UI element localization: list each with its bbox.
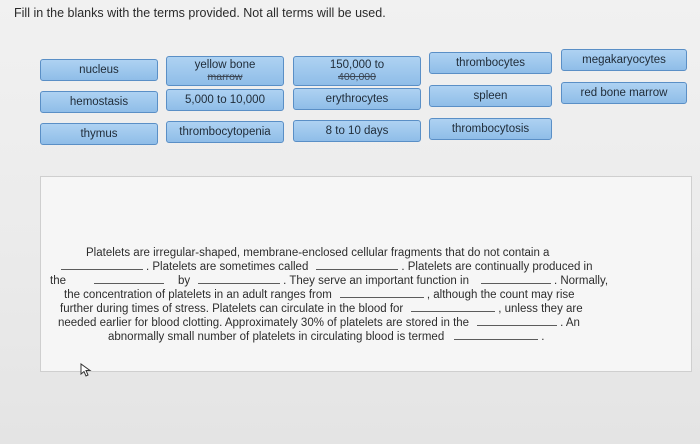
passage-text: abnormally small number of platelets in circulating blood is termed	[108, 331, 445, 343]
passage-text: the	[50, 275, 66, 287]
term-150000-to-400000[interactable]	[293, 56, 421, 86]
term-label: 150,000 to	[329, 59, 385, 71]
term-label: thrombocytopenia	[179, 126, 271, 138]
term-yellow-bone-marrow[interactable]	[166, 56, 284, 86]
passage-text: by	[178, 275, 191, 287]
term-label: thrombocytes	[455, 57, 526, 69]
passage-text: , although the count may rise	[426, 289, 575, 301]
passage-text: the concentration of platelets in an adult ranges from	[64, 289, 332, 301]
passage-text: . Normally,	[553, 275, 609, 287]
term-thymus[interactable]	[40, 123, 158, 145]
blank-7[interactable]	[411, 310, 495, 312]
term-thrombocytopenia[interactable]	[166, 121, 284, 143]
passage-line-4	[64, 288, 575, 302]
blank-6[interactable]	[340, 296, 424, 298]
term-nucleus[interactable]	[40, 59, 158, 81]
term-label: thymus	[80, 128, 118, 140]
term-erythrocytes[interactable]	[293, 88, 421, 110]
term-label: red bone marrow	[580, 87, 668, 99]
term-label: erythrocytes	[325, 93, 389, 105]
passage-text: .	[541, 331, 545, 343]
term-hemostasis[interactable]	[40, 91, 158, 113]
term-label: 8 to 10 days	[325, 125, 389, 137]
passage-line-6	[58, 316, 580, 330]
blank-8[interactable]	[477, 324, 557, 326]
term-label: yellow bone	[194, 59, 256, 71]
passage-line-1	[86, 246, 549, 260]
passage-text: . An	[560, 317, 580, 329]
passage-text: . They serve an important function in	[283, 275, 469, 287]
passage-line-2	[58, 260, 593, 274]
blank-9[interactable]	[454, 338, 538, 340]
term-label: spleen	[473, 90, 508, 102]
term-thrombocytes[interactable]	[429, 52, 552, 74]
term-label: megakaryocytes	[582, 54, 666, 66]
passage-text: needed earlier for blood clotting. Approximately 30% of platelets are stored in the	[58, 317, 470, 329]
term-label-line2: 400,000	[338, 71, 376, 83]
term-megakaryocytes[interactable]	[561, 49, 687, 71]
blank-5[interactable]	[481, 282, 551, 284]
term-label: nucleus	[79, 64, 119, 76]
term-5000-to-10000[interactable]	[166, 89, 284, 111]
passage-text: further during times of stress. Platelets can circulate in the blood for	[60, 303, 404, 315]
passage-line-5	[60, 302, 583, 316]
passage-line-7	[108, 330, 544, 344]
term-label: 5,000 to 10,000	[185, 94, 265, 106]
passage-text: Platelets are irregular-shaped, membrane-enclosed cellular fragments that do not contain a	[86, 247, 550, 259]
blank-1[interactable]	[61, 268, 143, 270]
term-spleen[interactable]	[429, 85, 552, 107]
passage-text: . Platelets are sometimes called	[146, 261, 309, 273]
term-red-bone-marrow[interactable]	[561, 82, 687, 104]
mouse-pointer-icon	[80, 363, 92, 377]
passage-text: , unless they are	[498, 303, 583, 315]
passage-text: . Platelets are continually produced in	[401, 261, 593, 273]
term-thrombocytosis[interactable]	[429, 118, 552, 140]
blank-3[interactable]	[94, 282, 164, 284]
blank-4[interactable]	[198, 282, 280, 284]
blank-2[interactable]	[316, 268, 398, 270]
instructions: Fill in the blanks with the terms provided. Not all terms will be used.	[14, 6, 386, 20]
term-label-line2: marrow	[207, 71, 243, 83]
passage-line-3	[50, 274, 608, 288]
term-label: hemostasis	[69, 96, 129, 108]
term-label: thrombocytosis	[451, 123, 530, 135]
term-8-to-10-days[interactable]	[293, 120, 421, 142]
